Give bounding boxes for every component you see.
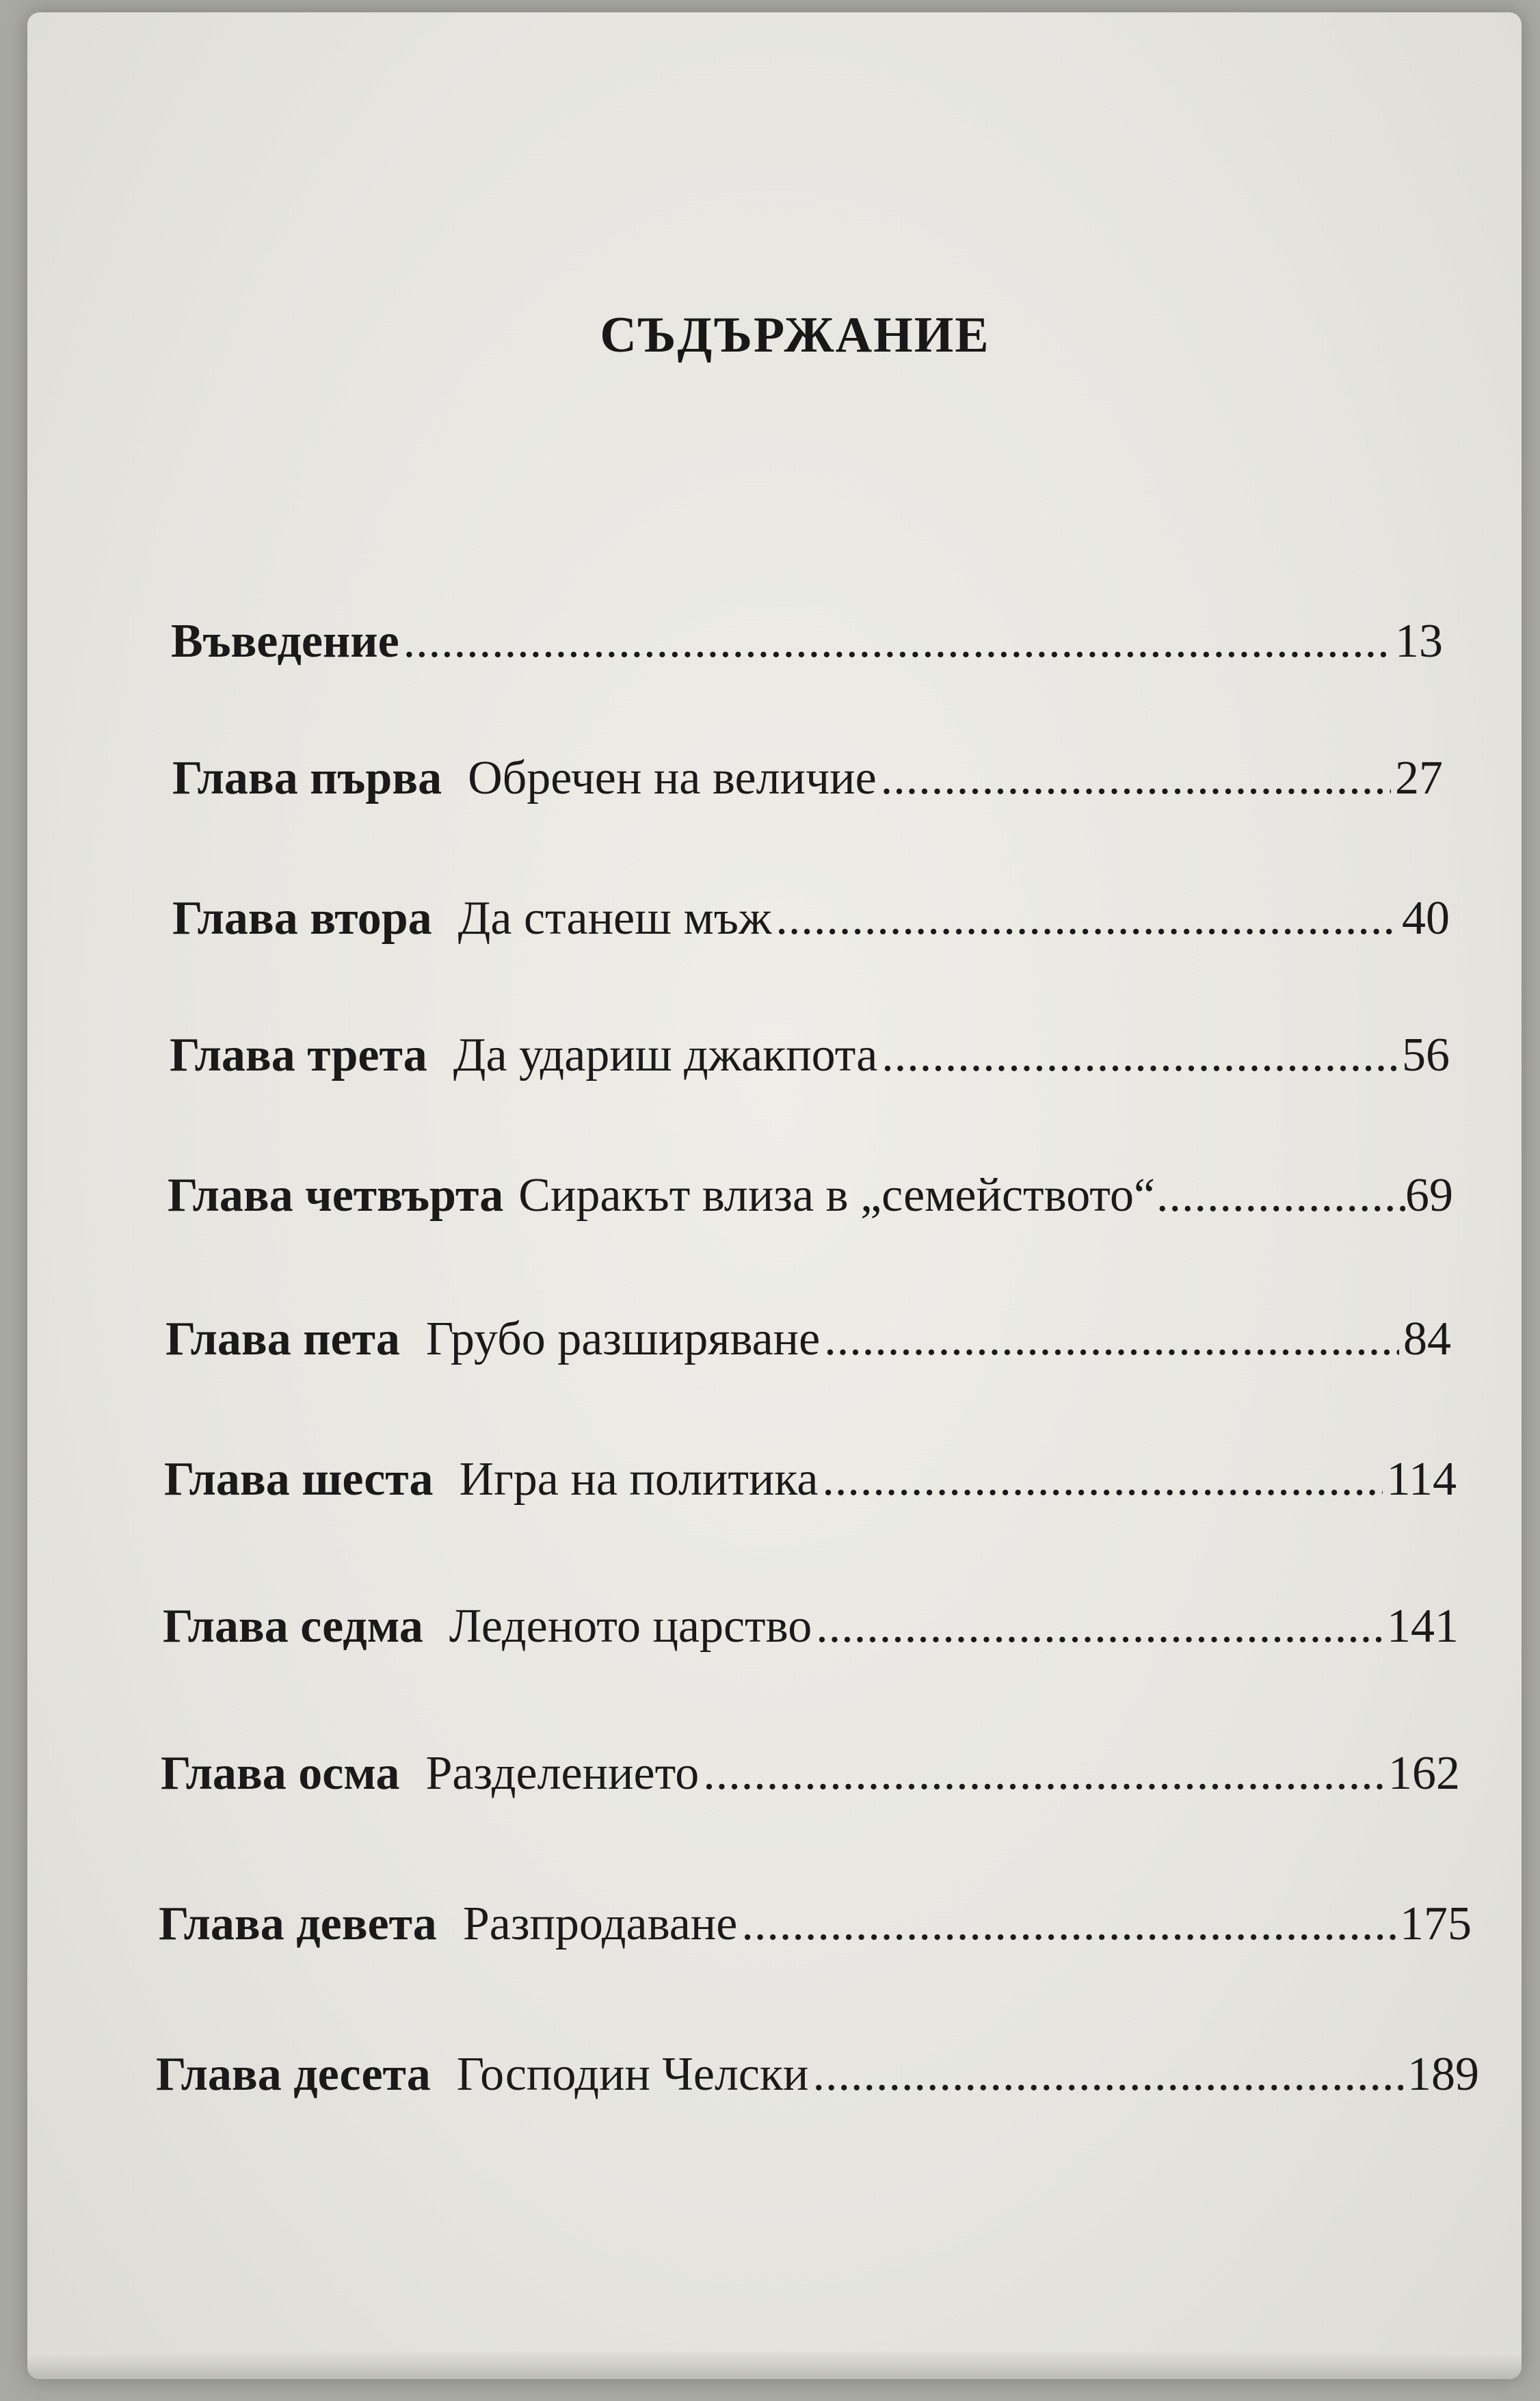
toc-entry-chapter-10 — [156, 2047, 1479, 2102]
chapter-label: Глава шеста — [164, 1453, 434, 1506]
chapter-label: Глава пета — [165, 1313, 400, 1365]
page-bottom-edge — [27, 2352, 1522, 2379]
chapter-label: Глава седма — [163, 1600, 423, 1653]
dot-leader — [812, 2047, 1403, 2102]
chapter-label: Глава четвърта — [168, 1169, 504, 1222]
page-number: 84 — [1403, 1313, 1451, 1365]
chapter-title: Да станеш мъж — [457, 892, 772, 945]
chapter-label: Глава трета — [170, 1029, 427, 1081]
page-number: 162 — [1388, 1747, 1460, 1800]
chapter-label: Глава девета — [159, 1898, 437, 1950]
page-number: 40 — [1402, 892, 1450, 945]
page-number: 69 — [1405, 1169, 1453, 1222]
chapter-title: Сиракът влиза в „семейството“ — [518, 1169, 1156, 1222]
dot-leader — [822, 1452, 1382, 1507]
page-number: 189 — [1407, 2048, 1479, 2101]
dot-leader — [816, 1599, 1383, 1654]
toc-entry-chapter-6 — [164, 1452, 1457, 1507]
page-number: 175 — [1400, 1898, 1472, 1950]
toc-entry-introduction — [171, 614, 1443, 669]
dot-leader — [1156, 1168, 1405, 1223]
chapter-label: Глава втора — [172, 892, 432, 945]
dot-leader — [824, 1312, 1399, 1367]
chapter-title: Обречен на величие — [468, 752, 877, 804]
dot-leader — [881, 751, 1391, 806]
chapter-label: Въведение — [171, 615, 399, 668]
toc-entry-chapter-1 — [172, 751, 1443, 806]
toc-entry-chapter-5 — [165, 1312, 1451, 1367]
toc-entry-chapter-3 — [170, 1028, 1450, 1083]
book-page — [27, 12, 1522, 2379]
chapter-title: Да удариш джакпота — [453, 1029, 878, 1081]
page-number: 56 — [1402, 1029, 1450, 1081]
toc-entry-chapter-9 — [159, 1897, 1472, 1952]
chapter-title: Игра на политика — [459, 1453, 819, 1506]
chapter-title: Господин Челски — [456, 2048, 809, 2101]
page-number: 13 — [1395, 615, 1443, 668]
chapter-title: Разпродаване — [462, 1898, 738, 1950]
chapter-title: Разделението — [425, 1747, 700, 1800]
dot-leader — [403, 614, 1391, 669]
chapter-title: Грубо разширяване — [425, 1313, 821, 1365]
page-number: 114 — [1386, 1453, 1457, 1506]
dot-leader — [881, 1028, 1398, 1083]
chapter-label: Глава десета — [156, 2048, 431, 2101]
dot-leader — [775, 891, 1398, 946]
dot-leader — [741, 1897, 1396, 1952]
toc-entry-chapter-4 — [168, 1168, 1453, 1223]
page-number: 141 — [1387, 1600, 1459, 1653]
chapter-label: Глава първа — [172, 752, 442, 804]
chapter-title: Леденото царство — [449, 1600, 812, 1653]
chapter-label: Глава осма — [161, 1747, 400, 1800]
toc-entry-chapter-8 — [161, 1746, 1460, 1801]
dot-leader — [703, 1746, 1384, 1801]
toc-entry-chapter-7 — [163, 1599, 1459, 1654]
page-number: 27 — [1395, 752, 1443, 804]
page-title: СЪДЪРЖАНИЕ — [600, 307, 990, 363]
toc-entry-chapter-2 — [172, 891, 1450, 946]
